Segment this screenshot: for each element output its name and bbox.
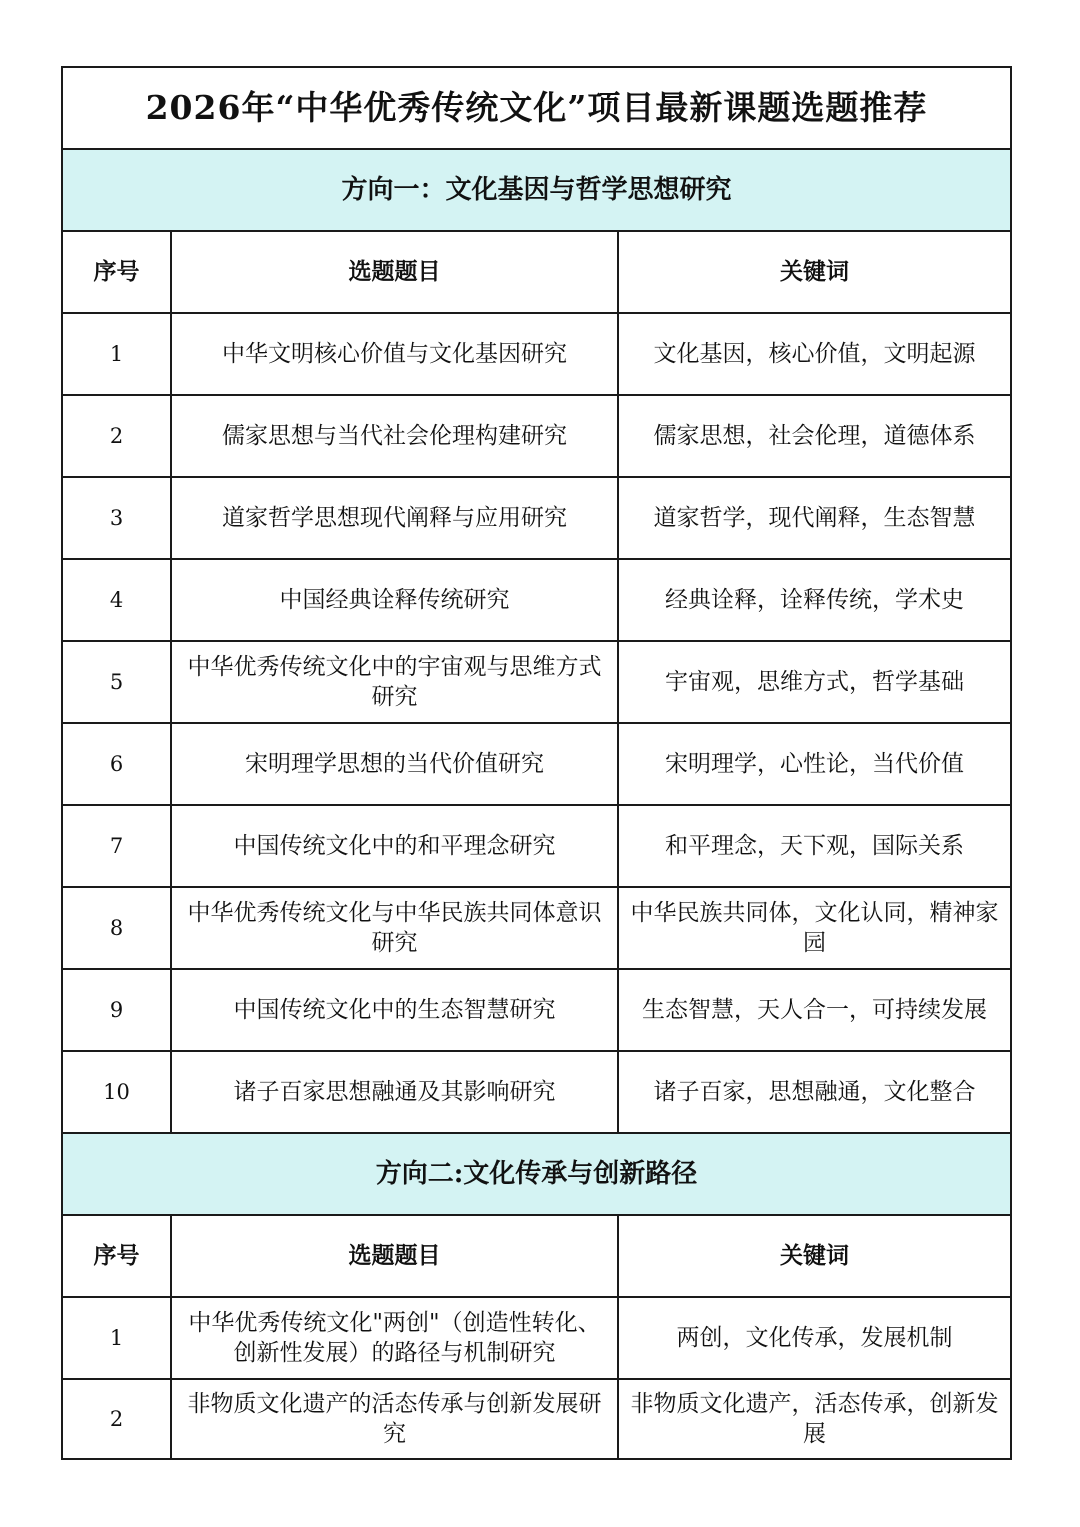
row-number: 2 [62, 395, 171, 477]
column-header-row [62, 1215, 1011, 1297]
topic-cell: 儒家思想与当代社会伦理构建研究 [171, 395, 618, 477]
section-heading: 方向二:文化传承与创新路径 [62, 1133, 1011, 1215]
topic-cell: 中国经典诠释传统研究 [171, 559, 618, 641]
table-row [62, 969, 1011, 1051]
keywords-cell: 和平理念，天下观，国际关系 [618, 805, 1011, 887]
keywords-cell: 道家哲学，现代阐释，生态智慧 [618, 477, 1011, 559]
document-sheet [61, 66, 1010, 1460]
column-header-row [62, 231, 1011, 313]
keywords-cell: 宋明理学，心性论，当代价值 [618, 723, 1011, 805]
row-number: 3 [62, 477, 171, 559]
table-row [62, 1297, 1011, 1379]
column-header-topic: 选题题目 [171, 1215, 618, 1297]
row-number: 1 [62, 1297, 171, 1379]
topic-cell: 中华优秀传统文化中的宇宙观与思维方式研究 [171, 641, 618, 723]
topic-cell: 诸子百家思想融通及其影响研究 [171, 1051, 618, 1133]
column-header-index: 序号 [62, 1215, 171, 1297]
keywords-cell: 文化基因，核心价值，文明起源 [618, 313, 1011, 395]
row-number: 6 [62, 723, 171, 805]
section-heading-row [62, 149, 1011, 231]
keywords-cell: 经典诠释，诠释传统，学术史 [618, 559, 1011, 641]
topic-cell: 中华文明核心价值与文化基因研究 [171, 313, 618, 395]
row-number: 5 [62, 641, 171, 723]
table-row [62, 887, 1011, 969]
column-header-topic: 选题题目 [171, 231, 618, 313]
row-number: 4 [62, 559, 171, 641]
topic-table [61, 66, 1012, 1460]
table-row [62, 395, 1011, 477]
keywords-cell: 诸子百家，思想融通，文化整合 [618, 1051, 1011, 1133]
keywords-cell: 宇宙观，思维方式，哲学基础 [618, 641, 1011, 723]
keywords-cell: 两创，文化传承，发展机制 [618, 1297, 1011, 1379]
row-number: 7 [62, 805, 171, 887]
row-number: 10 [62, 1051, 171, 1133]
topic-cell: 非物质文化遗产的活态传承与创新发展研究 [171, 1379, 618, 1459]
row-number: 9 [62, 969, 171, 1051]
column-header-keywords: 关键词 [618, 231, 1011, 313]
column-header-index: 序号 [62, 231, 171, 313]
topic-cell: 中国传统文化中的生态智慧研究 [171, 969, 618, 1051]
table-row [62, 641, 1011, 723]
topic-cell: 中华优秀传统文化"两创"（创造性转化、创新性发展）的路径与机制研究 [171, 1297, 618, 1379]
topic-cell: 中华优秀传统文化与中华民族共同体意识研究 [171, 887, 618, 969]
document-title: 2026年“中华优秀传统文化”项目最新课题选题推荐 [62, 67, 1011, 149]
keywords-cell: 生态智慧，天人合一，可持续发展 [618, 969, 1011, 1051]
row-number: 8 [62, 887, 171, 969]
row-number: 2 [62, 1379, 171, 1459]
topic-cell: 道家哲学思想现代阐释与应用研究 [171, 477, 618, 559]
keywords-cell: 儒家思想，社会伦理，道德体系 [618, 395, 1011, 477]
table-row [62, 559, 1011, 641]
title-row [62, 67, 1011, 149]
section-heading: 方向一：文化基因与哲学思想研究 [62, 149, 1011, 231]
keywords-cell: 非物质文化遗产，活态传承，创新发展 [618, 1379, 1011, 1459]
topic-cell: 中国传统文化中的和平理念研究 [171, 805, 618, 887]
table-row [62, 723, 1011, 805]
table-row [62, 805, 1011, 887]
table-row [62, 1051, 1011, 1133]
table-row [62, 1379, 1011, 1459]
column-header-keywords: 关键词 [618, 1215, 1011, 1297]
row-number: 1 [62, 313, 171, 395]
topic-cell: 宋明理学思想的当代价值研究 [171, 723, 618, 805]
table-row [62, 477, 1011, 559]
table-row [62, 313, 1011, 395]
section-heading-row [62, 1133, 1011, 1215]
keywords-cell: 中华民族共同体，文化认同，精神家园 [618, 887, 1011, 969]
